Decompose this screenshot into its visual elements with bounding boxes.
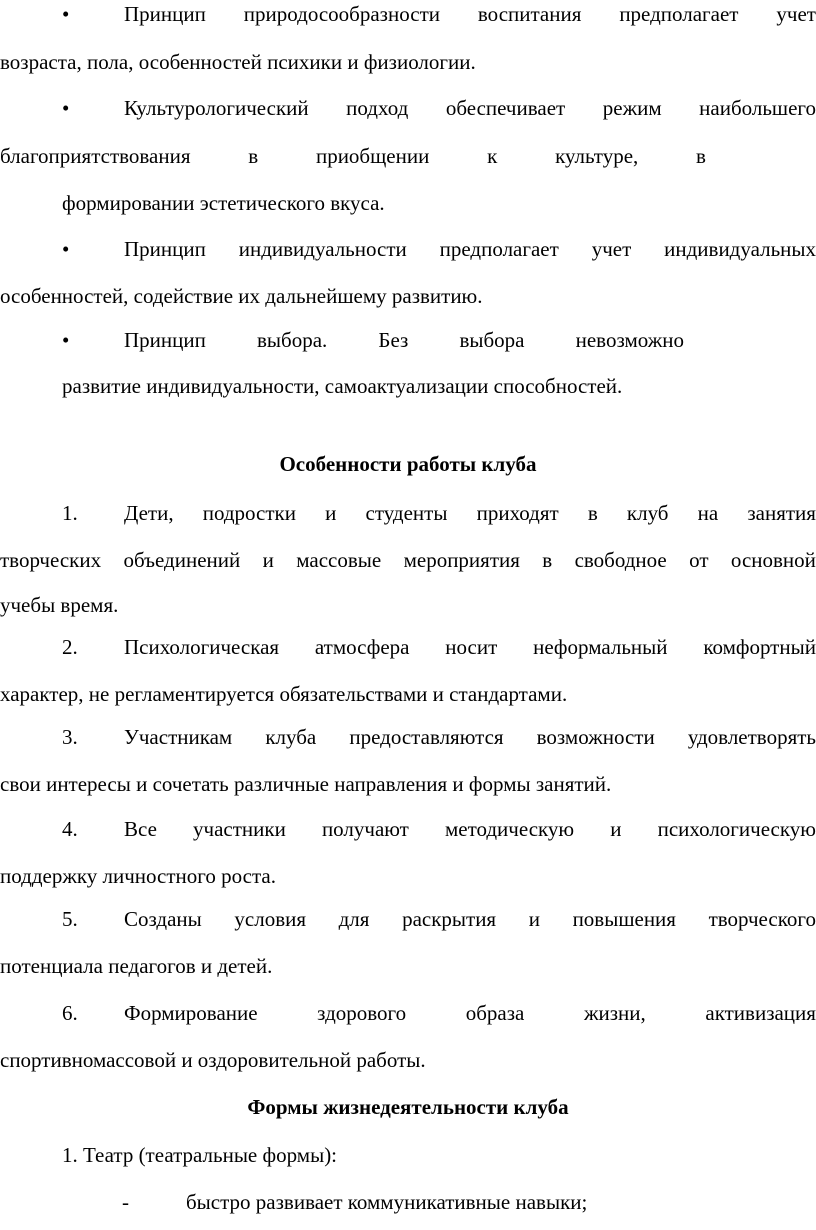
word: Культурологический bbox=[124, 96, 309, 120]
word: неформальный bbox=[533, 635, 668, 659]
word: в bbox=[587, 501, 598, 525]
word: участники bbox=[193, 817, 286, 841]
word: режим bbox=[602, 96, 662, 120]
word: Без bbox=[378, 328, 409, 352]
word: Созданы bbox=[124, 907, 202, 931]
word: предполагает bbox=[619, 2, 739, 26]
forms-sub-item-text: быстро развивает коммуникативные навыки; bbox=[186, 1190, 588, 1214]
word: занятия bbox=[747, 501, 816, 525]
feature-first-line bbox=[0, 907, 816, 931]
word: природосообразности bbox=[243, 2, 440, 26]
principle-continuation: возраста, пола, особенностей психики и физиологии. bbox=[0, 50, 476, 74]
justified-text bbox=[124, 237, 816, 261]
word: воспитания bbox=[477, 2, 582, 26]
word: учет bbox=[591, 237, 632, 261]
word: удовлетворять bbox=[687, 725, 816, 749]
word: и bbox=[325, 501, 337, 525]
word: к bbox=[487, 144, 498, 168]
word: на bbox=[697, 501, 719, 525]
word: приходят bbox=[476, 501, 559, 525]
section-heading: Особенности работы клуба bbox=[279, 452, 537, 476]
bullet-marker: • bbox=[62, 96, 70, 120]
word: условия bbox=[234, 907, 307, 931]
word: методическую bbox=[444, 817, 575, 841]
dash-marker: - bbox=[122, 1190, 129, 1214]
principle-continuation: особенностей, содействие их дальнейшему развитию. bbox=[0, 284, 483, 308]
justified-text bbox=[124, 725, 816, 749]
word: и bbox=[610, 817, 622, 841]
feature-number: 1. bbox=[62, 501, 78, 525]
feature-continuation: спортивномассовой и оздоровительной работы. bbox=[0, 1048, 426, 1072]
justified-text bbox=[0, 548, 816, 572]
principle-first-line bbox=[0, 96, 816, 120]
word: жизни, bbox=[583, 1001, 646, 1025]
word: раскрытия bbox=[402, 907, 497, 931]
justified-text bbox=[124, 907, 816, 931]
word: психологическую bbox=[657, 817, 816, 841]
word: основной bbox=[730, 548, 816, 572]
feature-number: 6. bbox=[62, 1001, 78, 1025]
feature-number: 5. bbox=[62, 907, 78, 931]
word: от bbox=[689, 548, 709, 572]
feature-number: 2. bbox=[62, 635, 78, 659]
word: получают bbox=[321, 817, 409, 841]
word: Все bbox=[124, 817, 157, 841]
justified-text bbox=[124, 328, 684, 352]
word: обеспечивает bbox=[445, 96, 566, 120]
feature-continuation: характер, не регламентируется обязательствами и стандартами. bbox=[0, 682, 568, 706]
principle-continuation: развитие индивидуальности, самоактуализации способностей. bbox=[62, 374, 623, 398]
word: творческого bbox=[708, 907, 816, 931]
word: культуре, bbox=[555, 144, 639, 168]
word: творческих bbox=[0, 548, 102, 572]
feature-first-line bbox=[0, 725, 816, 749]
word: массовые bbox=[296, 548, 382, 572]
justified-text bbox=[124, 1001, 816, 1025]
word: образа bbox=[465, 1001, 525, 1025]
word: Дети, bbox=[124, 501, 174, 525]
word: объединений bbox=[123, 548, 241, 572]
principle-first-line bbox=[0, 237, 816, 261]
principle-first-line bbox=[0, 328, 816, 352]
word: подход bbox=[346, 96, 409, 120]
word: Психологическая bbox=[124, 635, 280, 659]
bullet-marker: • bbox=[62, 328, 70, 352]
word: наибольшего bbox=[699, 96, 816, 120]
feature-number: 4. bbox=[62, 817, 78, 841]
word: учет bbox=[776, 2, 816, 26]
word: атмосфера bbox=[314, 635, 410, 659]
word: клуба bbox=[265, 725, 317, 749]
justified-text bbox=[124, 96, 816, 120]
word: свободное bbox=[574, 548, 667, 572]
word: индивидуальных bbox=[664, 237, 816, 261]
word: носит bbox=[445, 635, 498, 659]
word: Формирование bbox=[124, 1001, 258, 1025]
justified-text bbox=[0, 144, 706, 168]
justified-text bbox=[124, 2, 816, 26]
word: невозможно bbox=[575, 328, 684, 352]
word: подростки bbox=[202, 501, 296, 525]
word: выбора. bbox=[256, 328, 328, 352]
word: предполагает bbox=[439, 237, 559, 261]
word: Принцип bbox=[124, 328, 206, 352]
forms-list-item: 1. Театр (театральные формы): bbox=[62, 1143, 338, 1167]
justified-text bbox=[124, 635, 816, 659]
word: мероприятия bbox=[403, 548, 520, 572]
word: в bbox=[696, 144, 706, 168]
word: приобщении bbox=[315, 144, 430, 168]
bullet-marker: • bbox=[62, 2, 70, 26]
word: индивидуальности bbox=[238, 237, 407, 261]
word: в bbox=[542, 548, 553, 572]
principle-continuation bbox=[0, 144, 816, 168]
word: здорового bbox=[317, 1001, 407, 1025]
bullet-marker: • bbox=[62, 237, 70, 261]
word: клуб bbox=[626, 501, 669, 525]
word: возможности bbox=[536, 725, 655, 749]
word: выбора bbox=[459, 328, 525, 352]
feature-continuation bbox=[0, 548, 816, 572]
feature-continuation: потенциала педагогов и детей. bbox=[0, 954, 273, 978]
feature-first-line bbox=[0, 1001, 816, 1025]
feature-first-line bbox=[0, 501, 816, 525]
principle-first-line bbox=[0, 2, 816, 26]
forms-sub-item bbox=[0, 1190, 816, 1214]
word: повышения bbox=[572, 907, 676, 931]
word: комфортный bbox=[703, 635, 816, 659]
word: для bbox=[338, 907, 370, 931]
feature-first-line bbox=[0, 817, 816, 841]
section-heading: Формы жизнедеятельности клуба bbox=[247, 1095, 569, 1119]
feature-continuation: свои интересы и сочетать различные направления и формы занятий. bbox=[0, 772, 612, 796]
word: Участникам bbox=[124, 725, 233, 749]
feature-number: 3. bbox=[62, 725, 78, 749]
justified-text bbox=[124, 501, 816, 525]
feature-continuation: поддержку личностного роста. bbox=[0, 864, 276, 888]
feature-continuation: учебы время. bbox=[0, 593, 119, 617]
word: благоприятствования bbox=[0, 144, 191, 168]
justified-text bbox=[124, 817, 816, 841]
word: предоставляются bbox=[349, 725, 504, 749]
principle-continuation: формировании эстетического вкуса. bbox=[62, 191, 385, 215]
word: и bbox=[528, 907, 540, 931]
word: Принцип bbox=[124, 2, 206, 26]
word: и bbox=[262, 548, 274, 572]
word: Принцип bbox=[124, 237, 206, 261]
word: активизация bbox=[705, 1001, 816, 1025]
feature-first-line bbox=[0, 635, 816, 659]
word: в bbox=[248, 144, 259, 168]
word: студенты bbox=[365, 501, 448, 525]
